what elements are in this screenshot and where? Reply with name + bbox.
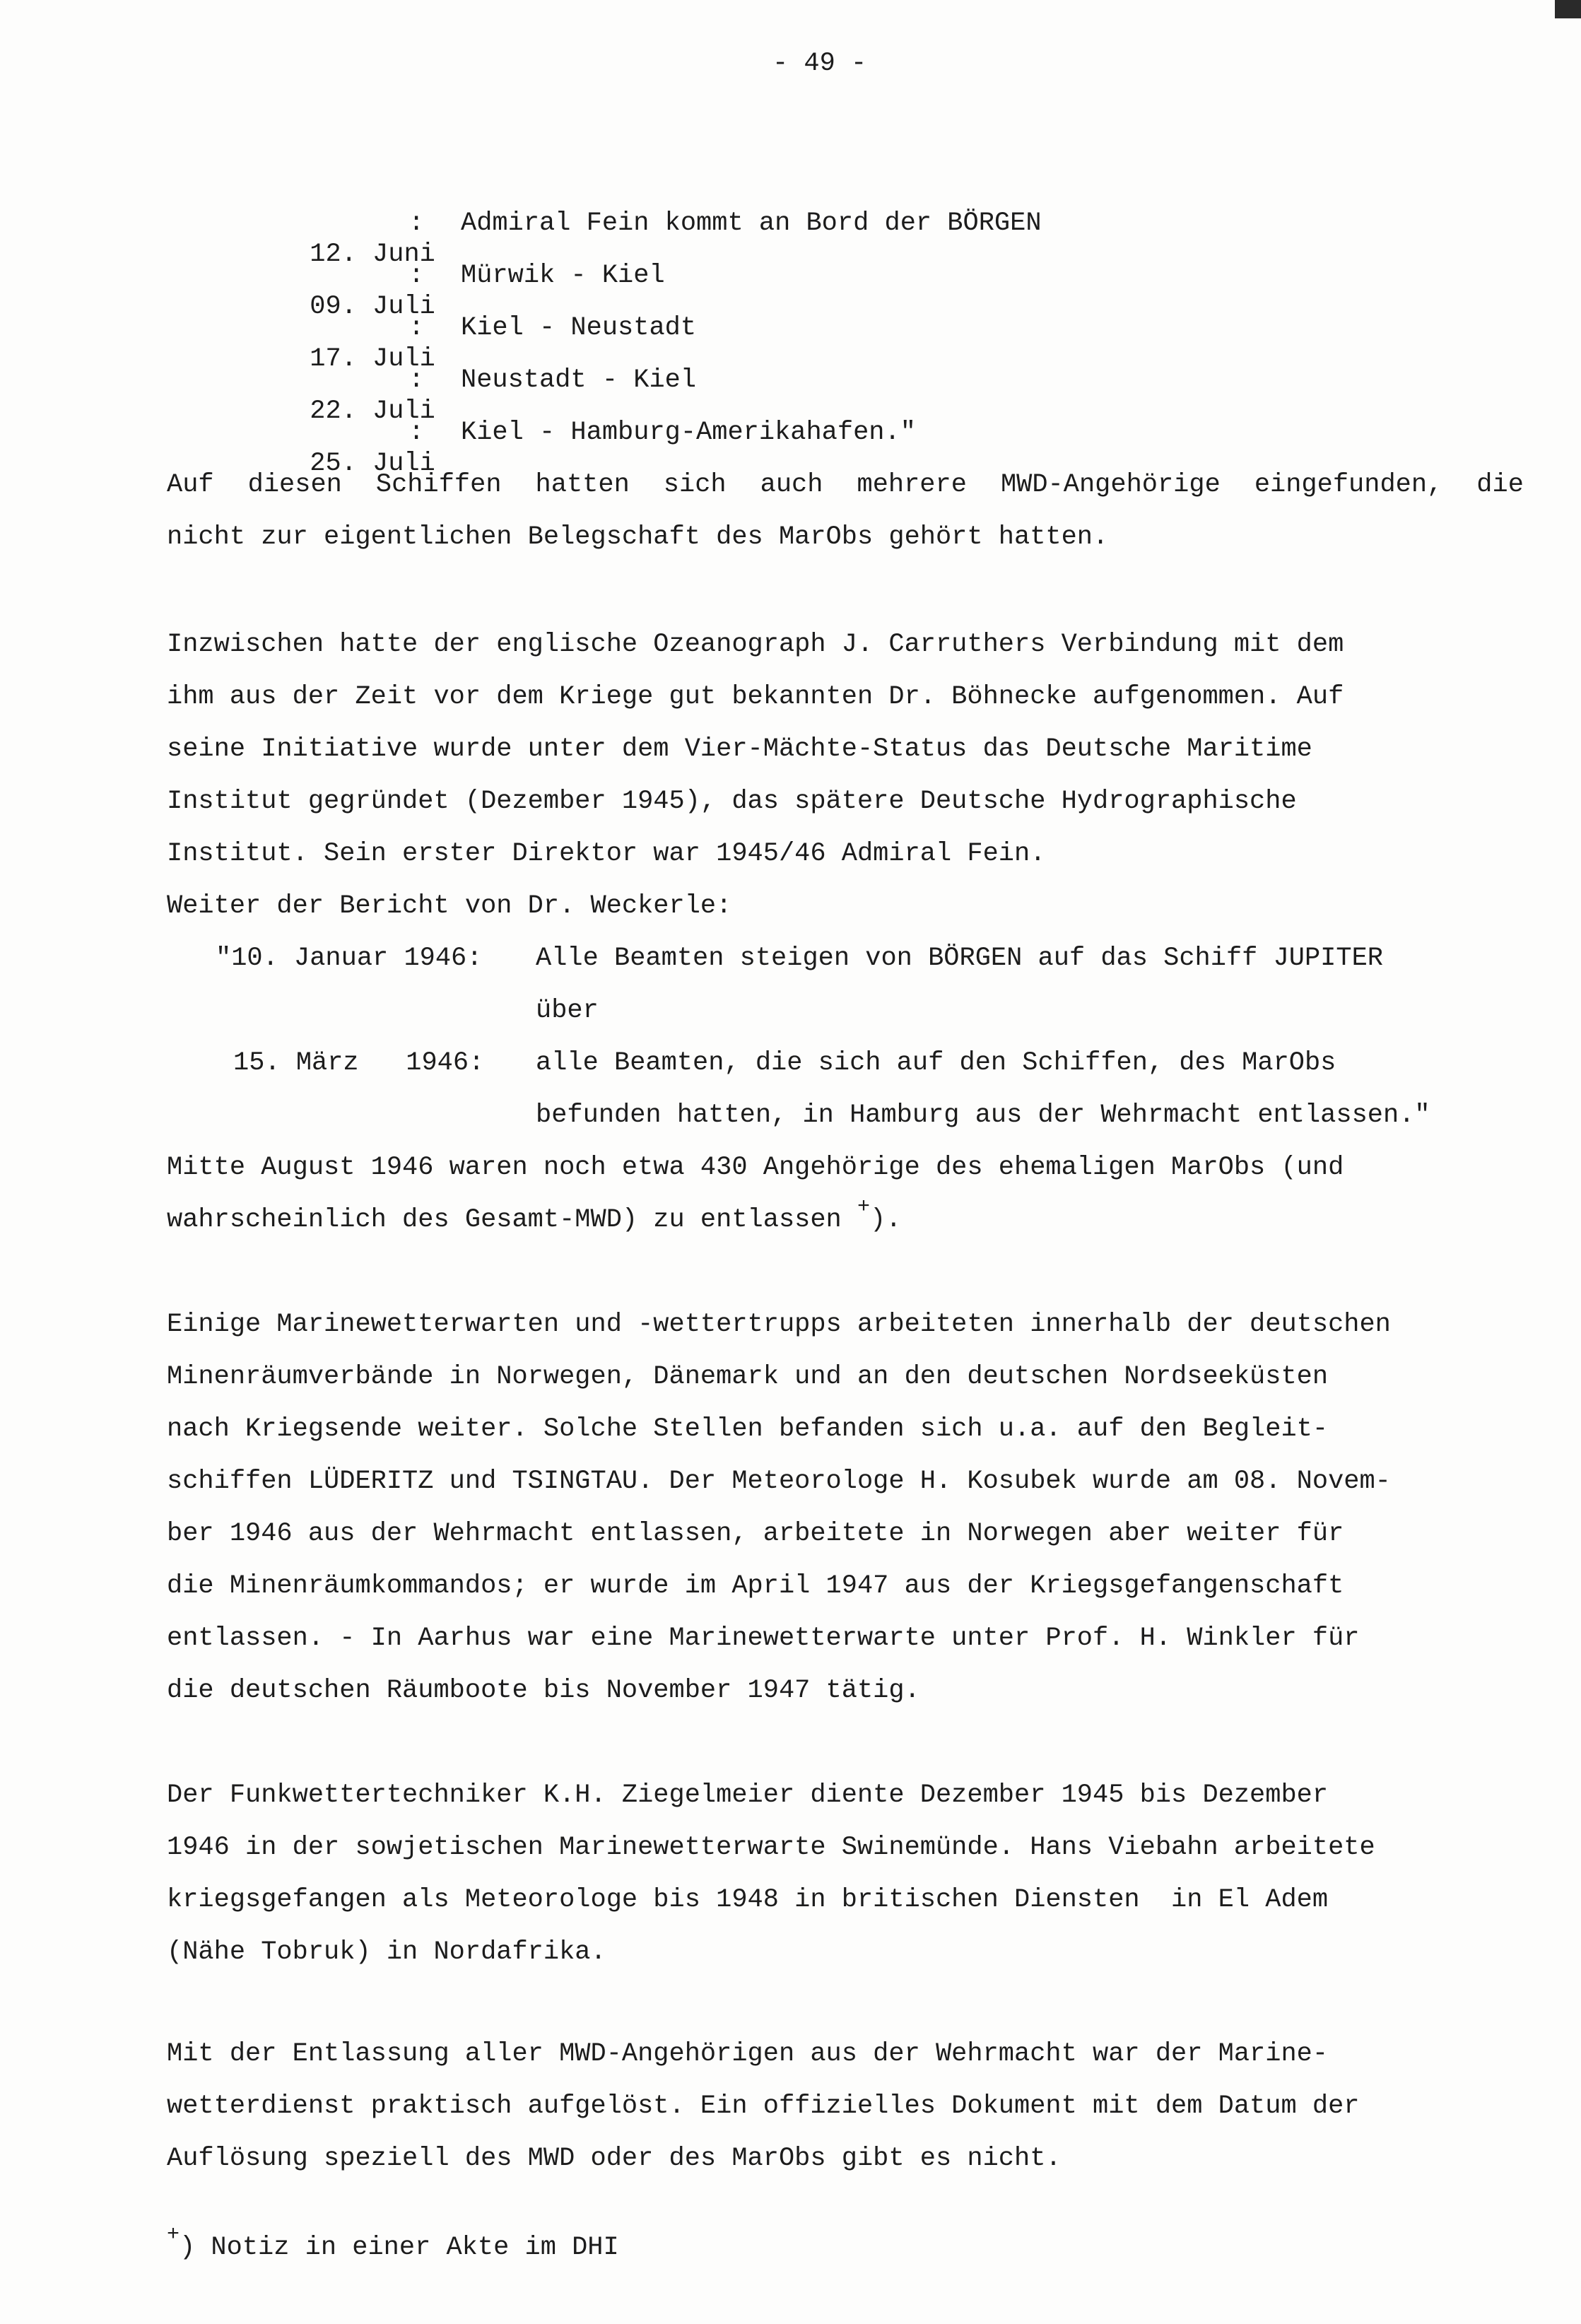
- scan-edge-mark: [1555, 0, 1581, 18]
- text-fragment: ).: [870, 1205, 902, 1235]
- text-line: Der Funkwettertechniker K.H. Ziegelmeier diente Dezember 1945 bis Dezember: [167, 1780, 1329, 1810]
- schedule-event: Admiral Fein kommt an Bord der BÖRGEN: [461, 209, 1042, 238]
- schedule-event: Kiel - Hamburg-Amerikahafen.": [461, 418, 916, 447]
- text-line: Minenräumverbände in Norwegen, Dänemark und an den deutschen Nordseeküsten: [167, 1362, 1329, 1392]
- text-line: Institut gegründet (Dezember 1945), das spätere Deutsche Hydrographische: [167, 787, 1297, 816]
- page-number: - 49 -: [772, 49, 867, 78]
- word: die: [1476, 470, 1524, 500]
- schedule-date: 12. Juni: [310, 240, 435, 269]
- text-line: [167, 469, 1524, 500]
- schedule-sep: :: [409, 418, 425, 447]
- text-line: die deutschen Räumboote bis November 1947 tätig.: [167, 1676, 920, 1706]
- text-line: nach Kriegsende weiter. Solche Stellen befanden sich u.a. auf den Begleit-: [167, 1414, 1329, 1444]
- schedule-sep: :: [409, 209, 425, 238]
- word: diesen: [247, 470, 342, 500]
- word: mehrere: [857, 470, 967, 500]
- word: Schiffen: [375, 470, 502, 500]
- text-line: wetterdienst praktisch aufgelöst. Ein offizielles Dokument mit dem Datum der: [167, 2091, 1360, 2121]
- text-line: Einige Marinewetterwarten und -wettertrupps arbeiteten innerhalb der deutschen: [167, 1310, 1391, 1339]
- schedule-sep: :: [409, 261, 425, 290]
- schedule-event: Neustadt - Kiel: [461, 365, 697, 395]
- text-line: Mitte August 1946 waren noch etwa 430 Angehörige des ehemaligen MarObs (und: [167, 1153, 1344, 1182]
- schedule-event: Kiel - Neustadt: [461, 313, 697, 343]
- text-line: seine Initiative wurde unter dem Vier-Mächte-Status das Deutsche Maritime: [167, 734, 1312, 764]
- schedule-sep: :: [409, 313, 425, 343]
- text-line: kriegsgefangen als Meteorologe bis 1948 in britischen Diensten in El Adem: [167, 1885, 1329, 1915]
- footnote-marker: +: [167, 2223, 180, 2247]
- text-line: schiffen LÜDERITZ und TSINGTAU. Der Meteorologe H. Kosubek wurde am 08. Novem-: [167, 1467, 1391, 1496]
- schedule-date: 22. Juli: [310, 397, 435, 426]
- word: hatten: [535, 470, 630, 500]
- schedule-date: 17. Juli: [310, 344, 435, 374]
- quote-date: "10. Januar 1946:: [216, 944, 483, 973]
- text-line: Inzwischen hatte der englische Ozeanograph J. Carruthers Verbindung mit dem: [167, 630, 1344, 659]
- quote-text: alle Beamten, die sich auf den Schiffen, des MarObs: [536, 1048, 1336, 1078]
- text-line: wahrscheinlich des Gesamt-MWD) zu entlassen +).: [167, 1195, 902, 1235]
- word: Auf: [167, 470, 214, 500]
- text-line: Institut. Sein erster Direktor war 1945/46 Admiral Fein.: [167, 839, 1046, 869]
- schedule-date: 25. Juli: [310, 449, 435, 479]
- text-line: entlassen. - In Aarhus war eine Marinewetterwarte unter Prof. H. Winkler für: [167, 1624, 1360, 1653]
- text-line: 1946 in der sowjetischen Marinewetterwarte Swinemünde. Hans Viebahn arbeitete: [167, 1833, 1375, 1862]
- quote-text: über: [536, 996, 599, 1026]
- word: MWD-Angehörige: [1000, 470, 1221, 500]
- schedule-event: Mürwik - Kiel: [461, 261, 665, 290]
- text-line: Weiter der Bericht von Dr. Weckerle:: [167, 891, 732, 921]
- quote-date: 15. März 1946:: [233, 1048, 485, 1078]
- text-line: ber 1946 aus der Wehrmacht entlassen, arbeitete in Norwegen aber weiter für: [167, 1519, 1344, 1549]
- word: eingefunden,: [1254, 470, 1443, 500]
- text-line: ihm aus der Zeit vor dem Kriege gut bekannten Dr. Böhnecke aufgenommen. Auf: [167, 682, 1344, 712]
- schedule-date: 09. Juli: [310, 292, 435, 322]
- quote-text: Alle Beamten steigen von BÖRGEN auf das Schiff JUPITER: [536, 944, 1383, 973]
- footnote-marker: +: [857, 1195, 870, 1219]
- text-line: nicht zur eigentlichen Belegschaft des MarObs gehört hatten.: [167, 522, 1109, 552]
- quote-text: befunden hatten, in Hamburg aus der Wehrmacht entlassen.": [536, 1101, 1430, 1130]
- word: sich: [663, 470, 727, 500]
- text-line: Mit der Entlassung aller MWD-Angehörigen aus der Wehrmacht war der Marine-: [167, 2039, 1329, 2069]
- text-line: die Minenräumkommandos; er wurde im April 1947 aus der Kriegsgefangenschaft: [167, 1571, 1344, 1601]
- footnote: [167, 2223, 619, 2265]
- text-line: Auflösung speziell des MWD oder des MarObs gibt es nicht.: [167, 2144, 1062, 2173]
- word: auch: [760, 470, 823, 500]
- footnote-text: ) Notiz in einer Akte im DHI: [180, 2233, 619, 2263]
- schedule-sep: :: [409, 365, 425, 395]
- text-line: (Nähe Tobruk) in Nordafrika.: [167, 1937, 606, 1967]
